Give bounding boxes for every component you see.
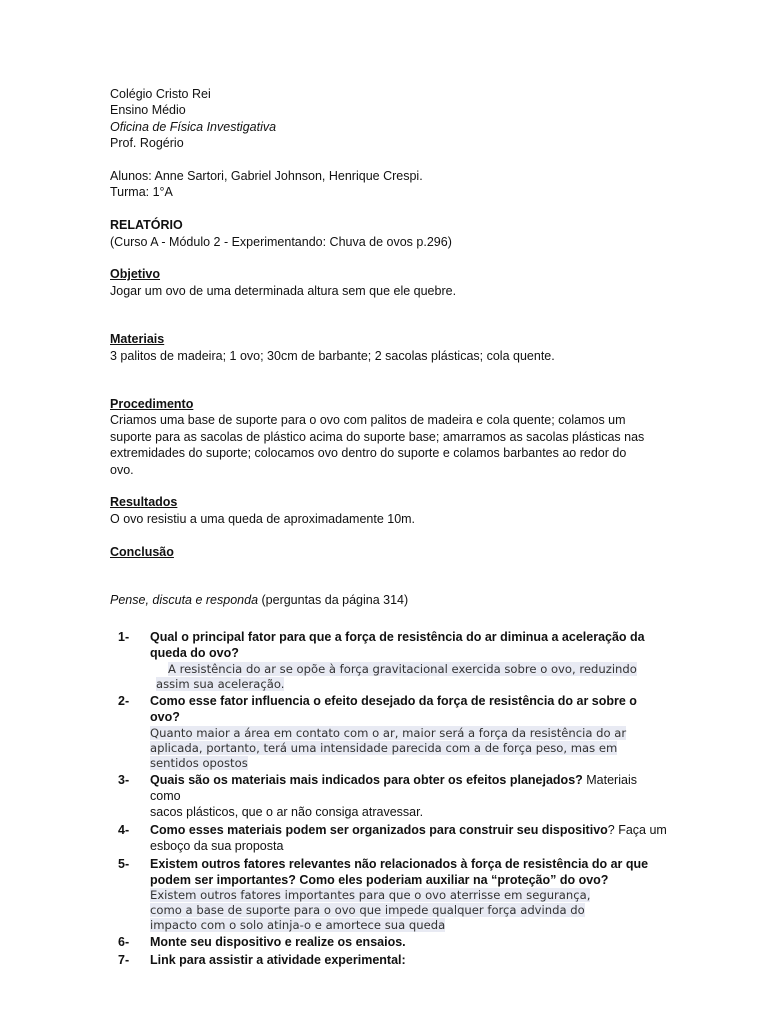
question-text: Como esse fator influencia o efeito desejado da força de resistência do ar sobre o ovo?	[150, 693, 637, 725]
procedure-line: ovo.	[110, 462, 134, 477]
question-item	[110, 772, 670, 821]
conclusion-heading: Conclusão	[110, 544, 174, 559]
school-name: Colégio Cristo Rei	[110, 87, 211, 101]
question-text: Quais são os materiais mais indicados para obter os efeitos planejados? Materiais como	[150, 772, 637, 803]
results-heading: Resultados	[110, 495, 178, 510]
question-number: 3-	[118, 772, 130, 787]
answer-line: A resistência do ar se opõe à força gravitacional exercida sobre o ovo, reduzindo	[168, 661, 637, 676]
question-text: Existem outros fatores relevantes não relacionados à força de resistência do ar que	[150, 856, 649, 871]
answer-line: como a base de suporte para o ovo que impede qualquer força advinda do	[150, 903, 585, 918]
question-number: 7-	[118, 952, 130, 967]
question-text: Monte seu dispositivo e realize os ensaios.	[150, 935, 406, 950]
answer-line: impacto com o solo atinja-o e amortece sua queda	[150, 918, 446, 933]
question-text: podem ser importantes? Como eles poderiam auxiliar na “proteção” do ovo?	[150, 872, 609, 887]
question-item	[110, 822, 670, 855]
question-item	[110, 952, 670, 968]
question-number: 4-	[118, 822, 130, 837]
document-content	[110, 86, 670, 969]
question-text: Qual o principal fator para que a força de resistência do ar diminua a aceleração da	[150, 629, 645, 644]
procedure-line: extremidades do suporte; colocamos ovo dentro do suporte e colamos barbantes ao redor do	[110, 446, 627, 461]
question-number: 2-	[118, 693, 130, 708]
question-text: Link para assistir a atividade experimental:	[150, 952, 406, 967]
procedure-line: suporte para as sacolas de plástico acima do suporte base; amarramos as sacolas plásticas nas	[110, 429, 645, 444]
questions-list	[110, 629, 670, 968]
class-line: Turma: 1°A	[110, 185, 173, 200]
answer-line: assim sua aceleração.	[156, 676, 285, 691]
questions-intro-rest: (perguntas da página 314)	[258, 593, 409, 608]
answer-line: sentidos opostos	[150, 755, 248, 770]
education-level: Ensino Médio	[110, 103, 186, 118]
question-item	[110, 693, 670, 771]
answer-line: esboço da sua proposta	[150, 839, 284, 854]
workshop-name: Oficina de Física Investigativa	[110, 119, 277, 134]
question-number: 6-	[118, 935, 130, 950]
materials-text: 3 palitos de madeira; 1 ovo; 30cm de barbante; 2 sacolas plásticas; cola quente.	[110, 348, 555, 363]
question-text: queda do ovo?	[150, 646, 239, 661]
question-text: Como esses materiais podem ser organizados para construir seu dispositivo? Faça um	[150, 822, 667, 837]
objective-heading: Objetivo	[110, 267, 161, 282]
question-item	[110, 856, 670, 934]
question-number: 5-	[118, 856, 130, 871]
students-line: Alunos: Anne Sartori, Gabriel Johnson, Henrique Crespi.	[110, 169, 423, 184]
procedure-line: Criamos uma base de suporte para o ovo com palitos de madeira e cola quente; colamos um	[110, 413, 626, 428]
question-number: 1-	[118, 629, 130, 644]
procedure-heading: Procedimento	[110, 397, 194, 412]
objective-text: Jogar um ovo de uma determinada altura sem que ele quebre.	[110, 283, 457, 298]
answer-line: Quanto maior a área em contato com o ar, maior será a força da resistência do ar	[150, 725, 627, 740]
question-item	[110, 934, 670, 950]
report-subtitle: (Curso A - Módulo 2 - Experimentando: Chuva de ovos p.296)	[110, 234, 452, 249]
report-title: RELATÓRIO	[110, 218, 183, 233]
answer-line: Existem outros fatores importantes para que o ovo aterrisse em segurança,	[150, 888, 591, 903]
teacher-name: Prof. Rogério	[110, 136, 184, 151]
materials-heading: Materiais	[110, 332, 165, 347]
question-item	[110, 629, 670, 692]
answer-line: aplicada, portanto, terá uma intensidade parecida com a de força peso, mas em	[150, 740, 618, 755]
answer-line: sacos plásticos, que o ar não consiga atravessar.	[150, 805, 424, 820]
results-text: O ovo resistiu a uma queda de aproximadamente 10m.	[110, 511, 416, 526]
questions-intro-italic: Pense, discuta e responda	[110, 593, 259, 608]
questions-intro	[110, 592, 670, 608]
